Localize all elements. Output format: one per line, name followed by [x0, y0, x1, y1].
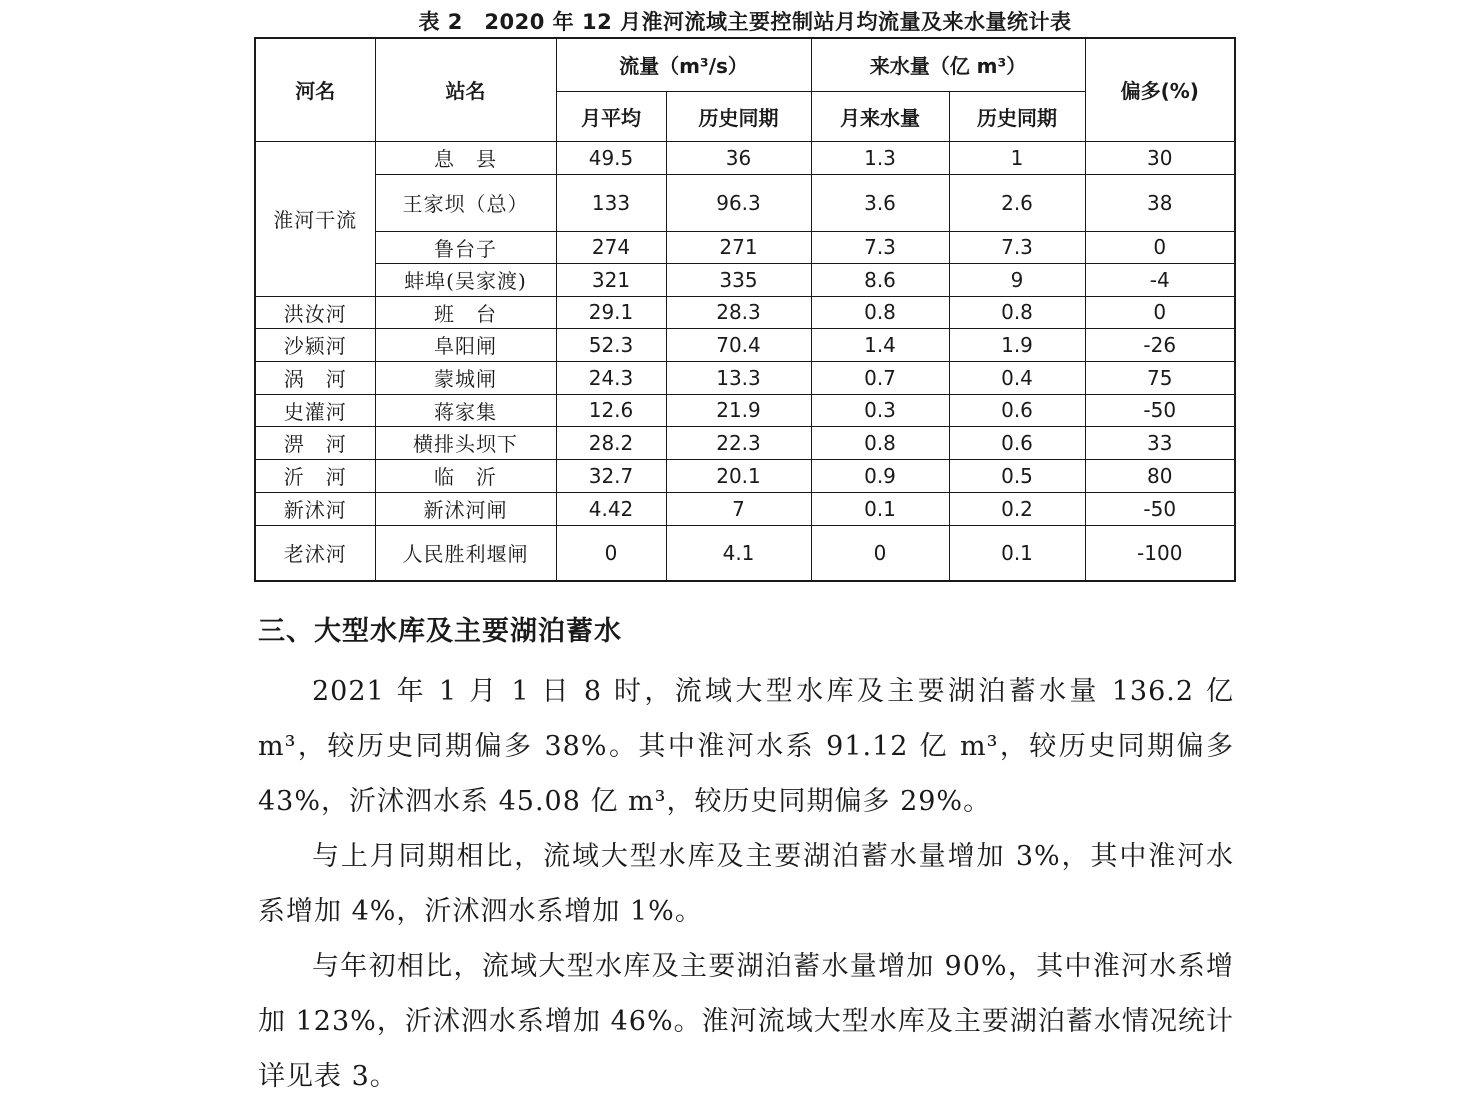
cell-flow-avg: 32.7: [556, 459, 666, 492]
cell-inflow-hist: 0.5: [949, 459, 1085, 492]
table-row: [255, 426, 1235, 459]
paragraph: 与上月同期相比，流域大型水库及主要湖泊蓄水量增加 3%，其中淮河水系增加 4%，沂沭泗水系增加 1%。: [258, 841, 1234, 927]
header-inflow-hist: 历史同期: [949, 91, 1085, 141]
cell-river: 老沭河: [255, 525, 375, 581]
table-row: [255, 459, 1235, 492]
cell-flow-avg: 24.3: [556, 361, 666, 394]
cell-flow-avg: 133: [556, 174, 666, 231]
cell-deviation: -4: [1085, 263, 1235, 296]
cell-inflow: 0.1: [811, 492, 949, 525]
cell-deviation: 0: [1085, 296, 1235, 328]
cell-inflow: 1.3: [811, 141, 949, 174]
table-row: [255, 296, 1235, 328]
cell-inflow: 1.4: [811, 328, 949, 361]
cell-station: 临 沂: [375, 459, 556, 492]
cell-station: 阜阳闸: [375, 328, 556, 361]
cell-deviation: -50: [1085, 492, 1235, 525]
cell-flow-avg: 4.42: [556, 492, 666, 525]
cell-flow-hist: 70.4: [666, 328, 811, 361]
cell-flow-avg: 49.5: [556, 141, 666, 174]
table-row: [255, 394, 1235, 426]
table-row: [255, 328, 1235, 361]
cell-station: 人民胜利堰闸: [375, 525, 556, 581]
cell-inflow-hist: 0.1: [949, 525, 1085, 581]
cell-station: 蒋家集: [375, 394, 556, 426]
table-row: [255, 174, 1235, 231]
cell-flow-hist: 28.3: [666, 296, 811, 328]
paragraph: 与年初相比，流域大型水库及主要湖泊蓄水量增加 90%，其中淮河水系增加 123%，沂沭泗水系增加 46%。淮河流域大型水库及主要湖泊蓄水情况统计详见表 3。: [258, 951, 1234, 1092]
cell-inflow: 0.3: [811, 394, 949, 426]
cell-inflow: 3.6: [811, 174, 949, 231]
cell-inflow-hist: 0.4: [949, 361, 1085, 394]
cell-flow-hist: 271: [666, 231, 811, 263]
cell-flow-avg: 321: [556, 263, 666, 296]
flow-statistics-table: [254, 37, 1236, 582]
cell-flow-avg: 29.1: [556, 296, 666, 328]
cell-river: 史灌河: [255, 394, 375, 426]
cell-flow-hist: 22.3: [666, 426, 811, 459]
cell-inflow: 8.6: [811, 263, 949, 296]
cell-inflow: 0.8: [811, 426, 949, 459]
cell-flow-hist: 96.3: [666, 174, 811, 231]
cell-inflow-hist: 2.6: [949, 174, 1085, 231]
cell-inflow-hist: 0.6: [949, 394, 1085, 426]
header-monthly-avg: 月平均: [556, 91, 666, 141]
cell-river: 沙颍河: [255, 328, 375, 361]
cell-inflow: 0.8: [811, 296, 949, 328]
header-river: 河名: [255, 38, 375, 141]
cell-station: 蒙城闸: [375, 361, 556, 394]
cell-station: 蚌埠(吴家渡): [375, 263, 556, 296]
table-row: [255, 525, 1235, 581]
cell-flow-hist: 13.3: [666, 361, 811, 394]
cell-deviation: -100: [1085, 525, 1235, 581]
cell-flow-avg: 0: [556, 525, 666, 581]
header-flow: 流量（m³/s）: [556, 38, 811, 91]
cell-inflow-hist: 0.2: [949, 492, 1085, 525]
cell-inflow-hist: 7.3: [949, 231, 1085, 263]
cell-inflow: 0.7: [811, 361, 949, 394]
table-row: [255, 361, 1235, 394]
header-inflow: 来水量（亿 m³）: [811, 38, 1085, 91]
cell-flow-hist: 20.1: [666, 459, 811, 492]
cell-river: 淮河干流: [255, 141, 375, 296]
cell-flow-hist: 36: [666, 141, 811, 174]
cell-flow-avg: 274: [556, 231, 666, 263]
cell-inflow-hist: 0.8: [949, 296, 1085, 328]
cell-inflow-hist: 9: [949, 263, 1085, 296]
cell-inflow: 0: [811, 525, 949, 581]
cell-station: 新沭河闸: [375, 492, 556, 525]
header-monthly-inflow: 月来水量: [811, 91, 949, 141]
cell-deviation: 75: [1085, 361, 1235, 394]
header-deviation: 偏多(%): [1085, 38, 1235, 141]
table-title: 表 2 2020 年 12 月淮河流域主要控制站月均流量及来水量统计表: [418, 10, 1072, 34]
cell-flow-hist: 21.9: [666, 394, 811, 426]
cell-inflow: 0.9: [811, 459, 949, 492]
cell-river: 涡 河: [255, 361, 375, 394]
cell-deviation: 80: [1085, 459, 1235, 492]
cell-river: 新沭河: [255, 492, 375, 525]
cell-flow-avg: 28.2: [556, 426, 666, 459]
header-station: 站名: [375, 38, 556, 141]
paragraph: 2021 年 1 月 1 日 8 时，流域大型水库及主要湖泊蓄水量 136.2 亿 m³，较历史同期偏多 38%。其中淮河水系 91.12 亿 m³，较历史同期偏多 43%，沂沭泗水系 45.08 亿 m³，较历史同期偏多 29%。: [258, 676, 1234, 817]
cell-deviation: 33: [1085, 426, 1235, 459]
cell-station: 班 台: [375, 296, 556, 328]
cell-deviation: -50: [1085, 394, 1235, 426]
cell-station: 息 县: [375, 141, 556, 174]
section-body: [258, 664, 1234, 1104]
cell-river: 洪汝河: [255, 296, 375, 328]
cell-station: 王家坝（总）: [375, 174, 556, 231]
cell-flow-avg: 52.3: [556, 328, 666, 361]
cell-flow-hist: 4.1: [666, 525, 811, 581]
table-row: [255, 263, 1235, 296]
cell-river: 淠 河: [255, 426, 375, 459]
table-row: [255, 141, 1235, 174]
cell-deviation: 30: [1085, 141, 1235, 174]
cell-flow-hist: 7: [666, 492, 811, 525]
table-row: [255, 231, 1235, 263]
cell-inflow-hist: 1: [949, 141, 1085, 174]
cell-deviation: 38: [1085, 174, 1235, 231]
header-flow-hist: 历史同期: [666, 91, 811, 141]
cell-river: 沂 河: [255, 459, 375, 492]
cell-inflow-hist: 0.6: [949, 426, 1085, 459]
cell-flow-avg: 12.6: [556, 394, 666, 426]
cell-deviation: -26: [1085, 328, 1235, 361]
cell-deviation: 0: [1085, 231, 1235, 263]
table-row: [255, 492, 1235, 525]
cell-station: 横排头坝下: [375, 426, 556, 459]
cell-inflow: 7.3: [811, 231, 949, 263]
cell-station: 鲁台子: [375, 231, 556, 263]
cell-inflow-hist: 1.9: [949, 328, 1085, 361]
section-heading: 三、大型水库及主要湖泊蓄水: [258, 616, 622, 647]
cell-flow-hist: 335: [666, 263, 811, 296]
